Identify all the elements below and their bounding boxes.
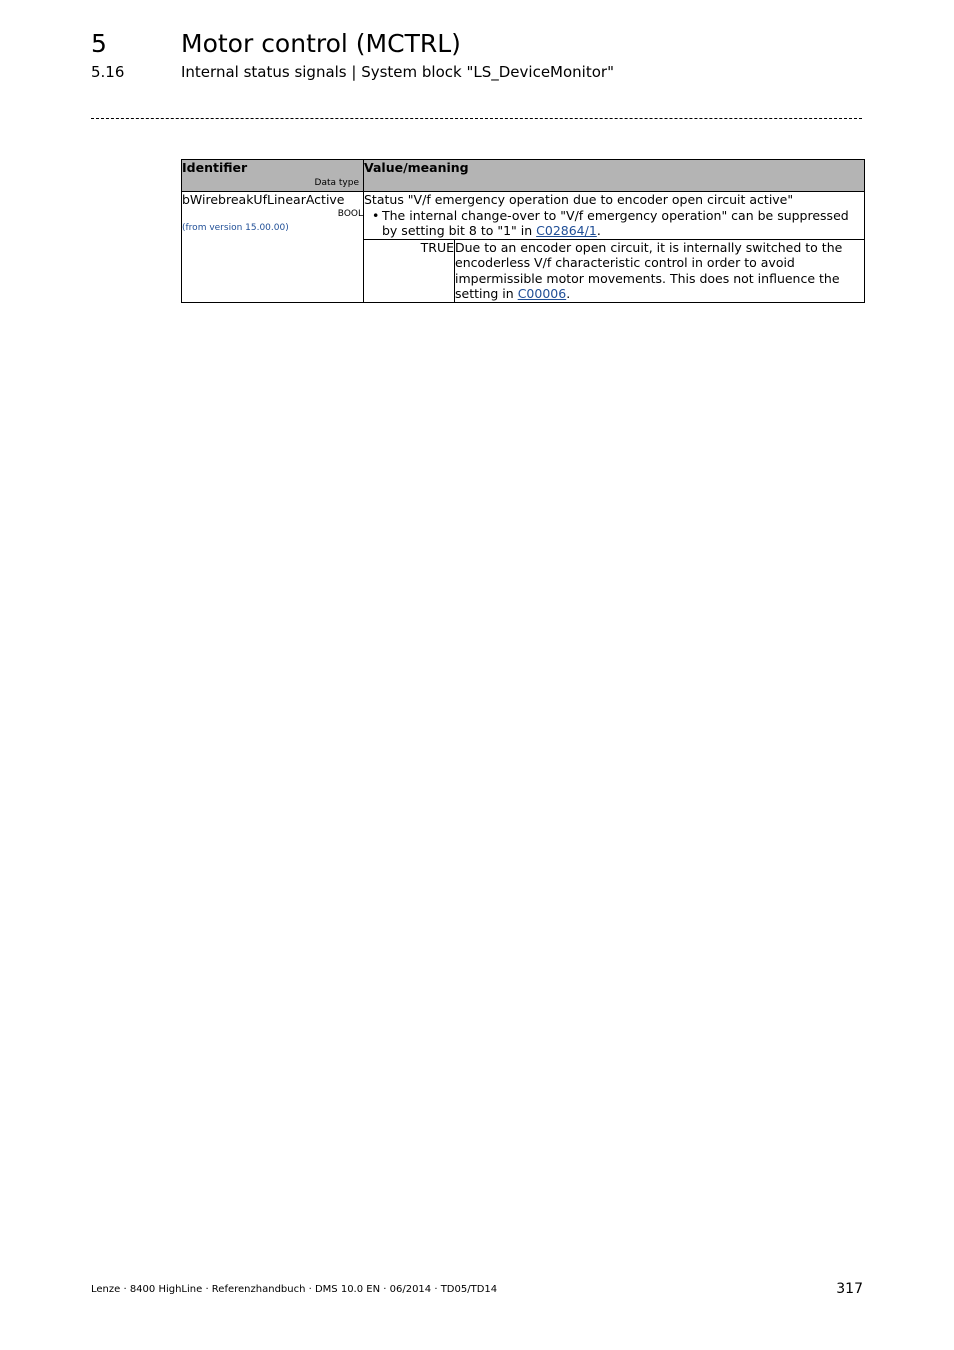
identifier-data-type: BOOL xyxy=(337,209,363,219)
table-header-row xyxy=(182,160,865,192)
table-row xyxy=(182,192,865,240)
status-text: Status "V/f emergency operation due to encoder open circuit active" xyxy=(364,192,794,207)
bullet-icon: • xyxy=(372,207,380,223)
header-identifier xyxy=(182,160,364,192)
section-title: Internal status signals | System block "LS_DeviceMonitor" xyxy=(181,63,614,81)
bullet-end: . xyxy=(596,223,601,238)
status-description-cell xyxy=(364,192,865,240)
bullet-text: The internal change-over to "V/f emergency operation" can be suppressed by setting bit 8 to "1" in xyxy=(382,207,849,238)
version-note: (from version 15.00.00) xyxy=(182,223,289,233)
link-c02864[interactable]: C02864/1 xyxy=(536,223,597,238)
bullet-content xyxy=(382,208,864,239)
link-c00006[interactable]: C00006 xyxy=(517,286,567,301)
header-divider xyxy=(91,118,862,119)
page-number: 317 xyxy=(836,1281,863,1297)
meaning-text: Due to an encoder open circuit, it is internally switched to the encoderless V/f characteristic control in order to avoid impermissible motor movements. This does not influence the setting in xyxy=(455,239,843,301)
value-true-cell: TRUE xyxy=(364,239,455,302)
section-number: 5.16 xyxy=(91,63,125,81)
footer-document-info: Lenze · 8400 HighLine · Referenzhandbuch · DMS 10.0 EN · 06/2014 · TD05/TD14 xyxy=(91,1284,498,1295)
chapter-number: 5 xyxy=(91,29,107,58)
meaning-cell xyxy=(455,239,865,302)
bullet-item xyxy=(364,208,864,239)
chapter-title: Motor control (MCTRL) xyxy=(181,29,461,58)
identifier-name: bWirebreakUfLinearActive xyxy=(182,192,345,207)
signal-table xyxy=(181,159,865,303)
header-identifier-label: Identifier xyxy=(182,160,248,175)
header-data-type-label: Data type xyxy=(314,178,359,188)
header-value-meaning: Value/meaning xyxy=(364,160,865,192)
meaning-end: . xyxy=(566,286,571,301)
identifier-cell xyxy=(182,192,364,303)
